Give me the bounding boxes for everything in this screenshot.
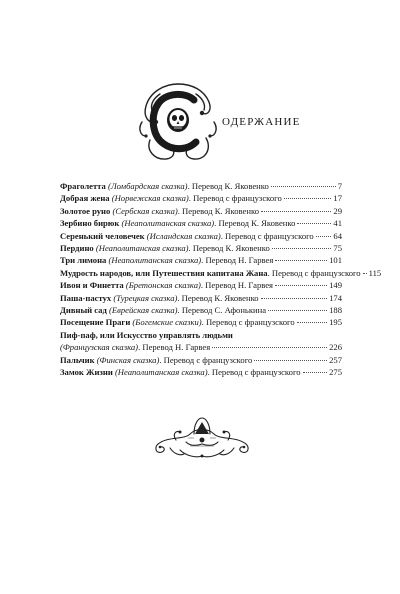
dot-leader [275, 284, 327, 286]
dot-leader [297, 321, 327, 323]
entry-title: Пальчик [60, 354, 95, 365]
toc-entry-continuation[interactable] [60, 341, 342, 353]
page-number: 275 [329, 367, 342, 378]
entry-translator: . Перевод Н. Гарвея [138, 342, 211, 353]
entry-title: Замок Жизни [60, 367, 113, 378]
entry-genre: (Норвежская сказка) [111, 193, 189, 204]
entry-title: Пиф-паф, или Искусство управлять людьми [60, 329, 233, 340]
entry-genre: (Богемские сказки) [132, 317, 202, 328]
dot-leader [297, 222, 331, 224]
dot-leader [271, 185, 336, 187]
table-of-contents [60, 180, 382, 379]
entry-genre: (Неаполитанская сказка) [108, 255, 202, 266]
dot-leader [284, 197, 332, 199]
entry-translator: . Перевод Н. Гарвея [201, 255, 274, 266]
page-number: 115 [368, 267, 382, 278]
title-text: одержание [222, 112, 301, 129]
toc-entry[interactable] [60, 217, 342, 229]
entry-genre: (Неаполитанская сказка) [121, 218, 215, 229]
toc-entry[interactable] [60, 279, 342, 291]
dot-leader [272, 247, 332, 249]
entry-translator: . Перевод с французского [201, 317, 295, 328]
entry-translator: . Перевод К. Яковенко [188, 243, 270, 254]
page-number: 75 [333, 243, 342, 254]
entry-genre: (Еврейская сказка) [109, 305, 178, 316]
toc-entry[interactable] [60, 242, 342, 254]
entry-translator: . Перевод с французского [220, 230, 314, 241]
entry-title: Посещение Праги [60, 317, 131, 328]
entry-translator: . Перевод К. Яковенко [177, 292, 259, 303]
toc-entry[interactable] [60, 192, 342, 204]
toc-entry[interactable] [60, 230, 342, 242]
page-number: 226 [329, 342, 342, 353]
entry-genre: (Исландская сказка) [146, 230, 221, 241]
toc-entry[interactable] [60, 366, 342, 378]
toc-entry[interactable] [60, 354, 342, 366]
entry-title: Пердино [60, 243, 94, 254]
entry-title: Фраголетта [60, 181, 106, 191]
entry-genre: (Турецкая сказка) [113, 292, 178, 303]
entry-translator: . Перевод с французского [207, 367, 301, 378]
entry-translator: . Перевод с французского [267, 267, 361, 278]
entry-translator: . Перевод с французского [159, 354, 253, 365]
dot-leader [261, 297, 328, 299]
entry-genre: (Французская сказка) [60, 342, 139, 353]
entry-title: Серенький человечек [60, 230, 145, 241]
entry-translator: . Перевод К. Яковенко [177, 205, 259, 216]
entry-genre: (Неаполитанская сказка) [95, 243, 189, 254]
page-number: 149 [329, 280, 342, 291]
dot-leader [261, 210, 331, 212]
entry-title: Мудрость народов, или Путешествия капитана Жана [60, 267, 268, 278]
page-number: 257 [329, 354, 342, 365]
entry-genre: (Неаполитанская сказка) [114, 367, 208, 378]
dot-leader [275, 259, 327, 261]
cartouche-ornament-icon [150, 410, 254, 466]
entry-genre: (Сербская сказка) [112, 205, 178, 216]
dot-leader [254, 359, 327, 361]
entry-translator: . Перевод К. Яковенко [187, 181, 269, 191]
entry-title: Ивон и Финетта [60, 280, 124, 291]
toc-entry[interactable] [60, 254, 342, 266]
page-number: 174 [329, 292, 342, 303]
entry-title: Паша-пастух [60, 292, 112, 303]
entry-title: Дивный сад [60, 305, 107, 316]
entry-title: Добрая жена [60, 193, 110, 204]
toc-entry[interactable] [60, 205, 342, 217]
toc-entry[interactable] [60, 329, 342, 341]
entry-translator: . Перевод Н. Гарвея [200, 280, 274, 291]
dot-leader [303, 371, 328, 373]
entry-title: Золотое руно [60, 205, 111, 216]
entry-genre: (Финская сказка) [96, 354, 160, 365]
dot-leader [363, 272, 367, 274]
toc-entry[interactable] [60, 316, 342, 328]
dot-leader [268, 309, 327, 311]
page-number: 41 [333, 218, 342, 229]
toc-entry[interactable] [60, 304, 342, 316]
entry-genre: (Бретонская сказка) [125, 280, 201, 291]
entry-translator: . Перевод К. Яковенко [214, 218, 296, 229]
dot-leader [316, 235, 332, 237]
page-number: 7 [337, 181, 342, 191]
entry-genre: (Ломбардская сказка) [107, 181, 188, 191]
toc-entry[interactable] [60, 292, 342, 304]
ornate-initial-icon [136, 80, 220, 164]
entry-title: Три лимона [60, 255, 107, 266]
toc-entry[interactable] [60, 180, 342, 192]
page-number: 64 [333, 230, 342, 241]
page-number: 195 [329, 317, 342, 328]
page-number: 188 [329, 305, 342, 316]
entry-title: Зербино бирюк [60, 218, 120, 229]
page-title [136, 80, 301, 164]
toc-entry[interactable] [60, 267, 382, 279]
entry-translator: . Перевод С. Афонькина [177, 305, 267, 316]
entry-translator: . Перевод с французского [188, 193, 282, 204]
page-number: 17 [333, 193, 342, 204]
page-number: 29 [333, 205, 342, 216]
page-number: 101 [329, 255, 342, 266]
dot-leader [212, 346, 327, 348]
